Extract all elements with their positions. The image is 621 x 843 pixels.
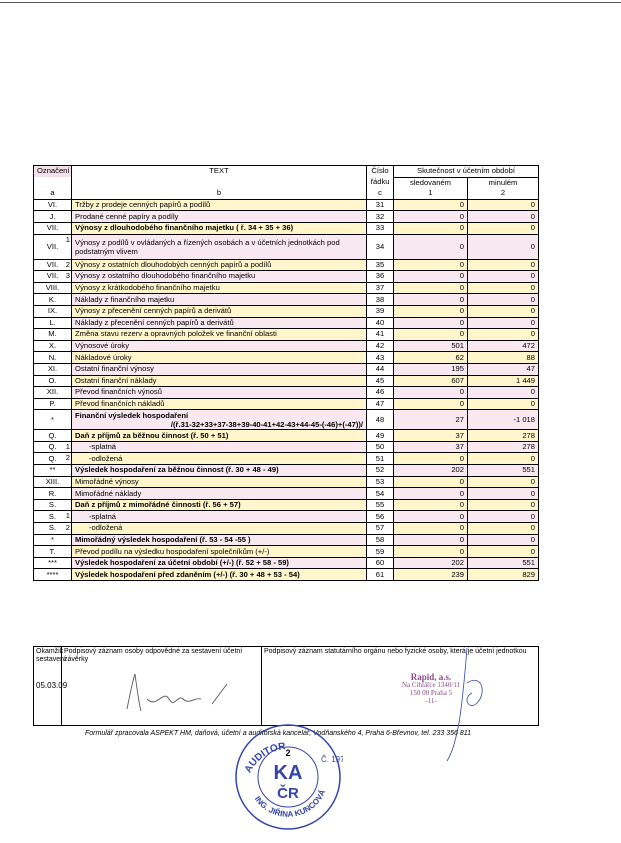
row-text: Výnosy z ostatních dlouhodobých cenných papírů a podílů [72, 259, 367, 271]
row-line: 39 [367, 305, 394, 317]
row-previous: 829 [468, 569, 539, 581]
row-text: Prodané cenné papíry a podíly [72, 211, 367, 223]
table-row [34, 329, 539, 341]
row-current: 0 [394, 523, 468, 535]
organ-cell [262, 647, 539, 726]
row-mark-label: T. [49, 546, 56, 556]
row-mark-label: S. [48, 511, 57, 521]
row-mark [34, 430, 72, 442]
table-row [34, 271, 539, 283]
row-previous: 88 [468, 352, 539, 364]
row-current: 0 [394, 317, 468, 329]
row-line: 46 [367, 387, 394, 399]
row-current: 0 [394, 271, 468, 283]
row-current: 195 [394, 363, 468, 375]
row-mark-label: S. [48, 500, 57, 510]
stamp-ring-bottom: ING. JIŘINA KUNCOVÁ [252, 788, 328, 819]
row-mark [34, 199, 72, 211]
row-text-line1: Finanční výsledek hospodaření [75, 410, 189, 420]
row-line: 59 [367, 546, 394, 558]
row-mark-label: VII. [46, 271, 59, 281]
row-line: 44 [367, 363, 394, 375]
row-line: 40 [367, 317, 394, 329]
row-current: 0 [394, 305, 468, 317]
row-current: 0 [394, 294, 468, 306]
row-text: Mimořádný výsledek hospodaření (ř. 53 - 54 -55 ) [72, 534, 367, 546]
moment-cell [34, 647, 68, 726]
row-line: 37 [367, 282, 394, 294]
row-mark-sub: 2 [65, 259, 70, 269]
row-text: Daň z příjmů z mimořádné činnosti (ř. 56 + 57) [72, 499, 367, 511]
row-mark [34, 499, 72, 511]
row-line: 55 [367, 499, 394, 511]
table-row [34, 476, 539, 488]
row-current: 607 [394, 375, 468, 387]
table-row [34, 546, 539, 558]
row-previous: 0 [468, 329, 539, 341]
row-line: 54 [367, 488, 394, 500]
row-previous: 278 [468, 430, 539, 442]
row-current: 62 [394, 352, 468, 364]
row-line: 56 [367, 511, 394, 523]
row-mark-label: J. [49, 211, 56, 221]
row-current: 0 [394, 387, 468, 399]
row-text-label: -splatná [89, 442, 117, 452]
row-current: 0 [394, 453, 468, 465]
date-value: 05.03.09 [36, 681, 68, 690]
row-current: 0 [394, 259, 468, 271]
row-line: 38 [367, 294, 394, 306]
table-row [34, 259, 539, 271]
row-previous: 0 [468, 294, 539, 306]
row-text: Převod podílu na výsledku hospodaření společníkům (+/-) [72, 546, 367, 558]
row-current: 37 [394, 441, 468, 453]
stamp-number: 2 [285, 748, 291, 758]
row-mark-label: X. [48, 341, 57, 351]
row-text: Daň z příjmů za běžnou činnost (ř. 50 + 51) [72, 430, 367, 442]
row-line: 52 [367, 465, 394, 477]
financial-results-table [33, 165, 539, 581]
table-row [34, 453, 539, 465]
signature-scribble-1 [117, 669, 237, 719]
table-row [34, 499, 539, 511]
table-row [34, 441, 539, 453]
row-text-label: -odložená [89, 453, 123, 463]
row-previous: 0 [468, 271, 539, 283]
row-line: 31 [367, 199, 394, 211]
row-text: Převod finančních výnosů [72, 387, 367, 399]
col-header-line: Číslo [367, 166, 394, 178]
row-current: 202 [394, 465, 468, 477]
row-mark-label: ** [49, 465, 56, 475]
row-text: Tržby z prodeje cenných papírů a podílů [72, 199, 367, 211]
row-text: Nákladové úroky [72, 352, 367, 364]
row-mark-label: IX. [47, 306, 58, 316]
row-mark [34, 234, 72, 259]
row-text-label: -odložená [89, 523, 123, 533]
row-line: 57 [367, 523, 394, 535]
row-current: 0 [394, 282, 468, 294]
row-previous: 0 [468, 546, 539, 558]
col-header-mark: Označení [34, 166, 72, 178]
row-previous: 0 [468, 234, 539, 259]
row-mark-sub: 2 [65, 453, 70, 463]
stamp-company: Rapid, a.s. [410, 672, 452, 682]
row-previous: 0 [468, 523, 539, 535]
row-mark [34, 569, 72, 581]
col-index-1: 1 [394, 188, 468, 199]
col-header-period: Skutečnost v účetním období [394, 166, 539, 178]
row-text: Výsledek hospodaření za účetní období (+/-) (ř. 52 + 58 - 59) [72, 557, 367, 569]
row-mark-label: * [51, 414, 54, 424]
row-text [72, 453, 367, 465]
row-current: 0 [394, 211, 468, 223]
row-previous: 0 [468, 511, 539, 523]
stamp-addr3: -11- [425, 697, 437, 705]
row-previous: 47 [468, 363, 539, 375]
table-row [34, 222, 539, 234]
table-row [34, 199, 539, 211]
table-row [34, 488, 539, 500]
col-letter-a: a [34, 188, 72, 199]
row-line: 41 [367, 329, 394, 341]
row-current: 0 [394, 476, 468, 488]
row-current: 0 [394, 499, 468, 511]
row-mark-label: O. [48, 375, 57, 385]
row-previous: 1 449 [468, 375, 539, 387]
organ-label: Podpisový záznam statutárního orgánu nebo fyzické osoby, která je účetní jednotkou [264, 648, 527, 655]
footer-note: Formulář zpracovala ASPEKT HM, daňová, účetní a auditorská kancelář, Vodňanského 4, Praha 6-Břevnov, tel. 233 356 811 [85, 730, 471, 737]
row-text: Převod finančních nákladů [72, 398, 367, 410]
row-line: 51 [367, 453, 394, 465]
row-current: 0 [394, 222, 468, 234]
col-letter-c: c [367, 188, 394, 199]
row-mark-label: VIII. [45, 283, 60, 293]
row-text: Náklady z finančního majetku [72, 294, 367, 306]
col-header-previous: minulém [468, 177, 539, 188]
row-mark [34, 222, 72, 234]
row-text: Změna stavu rezerv a opravných položek ve finanční oblasti [72, 329, 367, 341]
row-mark-label: VII. [46, 259, 59, 269]
row-previous: 0 [468, 199, 539, 211]
table-row [34, 387, 539, 399]
row-previous: 0 [468, 317, 539, 329]
row-line: 61 [367, 569, 394, 581]
person-cell [62, 647, 262, 726]
row-current: 239 [394, 569, 468, 581]
col-header-line-sub: řádku [367, 177, 394, 188]
row-mark-label: Q. [48, 442, 57, 452]
table-row [34, 294, 539, 306]
row-previous: 0 [468, 499, 539, 511]
table-row [34, 557, 539, 569]
row-mark [34, 511, 72, 523]
row-current: 0 [394, 234, 468, 259]
row-text-label: -splatná [89, 511, 117, 521]
table-row [34, 430, 539, 442]
row-mark [34, 453, 72, 465]
row-line: 43 [367, 352, 394, 364]
row-mark-label: **** [46, 569, 59, 579]
row-text: Výnosové úroky [72, 340, 367, 352]
row-previous: 0 [468, 305, 539, 317]
row-line: 58 [367, 534, 394, 546]
row-mark [34, 352, 72, 364]
row-text [72, 511, 367, 523]
row-text [72, 441, 367, 453]
row-text: Výnosy z ostatního dlouhodobého finančního majetku [72, 271, 367, 283]
row-mark [34, 259, 72, 271]
row-mark-sub: 3 [65, 271, 70, 281]
row-current: 27 [394, 410, 468, 430]
row-mark-label: VII. [46, 241, 59, 251]
row-previous: 0 [468, 476, 539, 488]
table-row [34, 282, 539, 294]
stamp-center1: KA [273, 762, 303, 784]
row-mark [34, 294, 72, 306]
row-line: 35 [367, 259, 394, 271]
row-mark-label: XI. [47, 364, 58, 374]
row-previous: 551 [468, 465, 539, 477]
signature-scribble-2 [437, 643, 517, 763]
row-mark-label: VII. [46, 223, 59, 233]
row-current: 0 [394, 511, 468, 523]
row-text: Výsledek hospodaření za běžnou činnost (ř. 30 + 48 - 49) [72, 465, 367, 477]
row-line: 48 [367, 410, 394, 430]
row-text [72, 410, 367, 430]
row-line: 32 [367, 211, 394, 223]
top-rule [0, 2, 621, 3]
stamp-ring-top: AUDITOR [242, 741, 287, 775]
row-previous: 551 [468, 557, 539, 569]
signature-table [33, 646, 539, 726]
row-mark [34, 488, 72, 500]
row-mark-sub: 1 [65, 441, 70, 451]
col-header-current: sledovaném [394, 177, 468, 188]
row-mark [34, 387, 72, 399]
stamp-ring-right: Č. 197 [321, 755, 343, 764]
row-line: 34 [367, 234, 394, 259]
row-text: Ostatní finanční náklady [72, 375, 367, 387]
stamp-center2: ČR [277, 785, 299, 802]
row-mark [34, 476, 72, 488]
row-line: 42 [367, 340, 394, 352]
stamp-addr1: Na Cihlářce 1340/11 [402, 681, 461, 689]
row-mark-label: R. [48, 488, 57, 498]
row-mark-label: M. [48, 329, 57, 339]
row-previous: 0 [468, 259, 539, 271]
row-current: 0 [394, 546, 468, 558]
row-mark [34, 398, 72, 410]
table-row [34, 511, 539, 523]
table-row [34, 375, 539, 387]
row-line: 36 [367, 271, 394, 283]
row-current: 0 [394, 199, 468, 211]
row-previous: 0 [468, 488, 539, 500]
row-line: 53 [367, 476, 394, 488]
row-previous: 0 [468, 398, 539, 410]
row-text: Výnosy z přecenění cenných papírů a derivátů [72, 305, 367, 317]
table-row [34, 317, 539, 329]
table-row [34, 398, 539, 410]
row-previous: 472 [468, 340, 539, 352]
row-mark [34, 329, 72, 341]
person-label: Podpisový záznam osoby odpovědné za sestavení účetní závěrky [64, 648, 243, 663]
row-previous: 0 [468, 387, 539, 399]
auditor-stamp [233, 722, 343, 832]
table-row [34, 352, 539, 364]
row-current: 202 [394, 557, 468, 569]
row-mark [34, 534, 72, 546]
row-mark [34, 211, 72, 223]
row-mark-label: P. [49, 398, 56, 408]
row-text [72, 523, 367, 535]
row-mark-label: * [51, 534, 54, 544]
row-previous: 0 [468, 534, 539, 546]
col-header-text: TEXT [72, 166, 367, 178]
row-mark [34, 305, 72, 317]
row-mark-label: XII. [46, 387, 59, 397]
row-mark-label: S. [48, 523, 57, 533]
col-letter-b: b [72, 188, 367, 199]
row-current: 37 [394, 430, 468, 442]
row-mark [34, 271, 72, 283]
row-text: Náklady z přecenění cenných papírů a derivátů [72, 317, 367, 329]
row-mark-label: *** [48, 558, 57, 568]
row-mark [34, 557, 72, 569]
row-current: 0 [394, 534, 468, 546]
row-mark-label: K. [48, 294, 57, 304]
row-mark [34, 317, 72, 329]
row-text: Ostatní finanční výnosy [72, 363, 367, 375]
row-line: 50 [367, 441, 394, 453]
row-line: 45 [367, 375, 394, 387]
row-text: Výnosy z podílů v ovládaných a řízených osobách a v účetních jednotkách pod podstatným vlivem [72, 234, 367, 259]
row-mark [34, 465, 72, 477]
row-mark-label: L. [49, 317, 56, 327]
table-row [34, 363, 539, 375]
row-previous: 0 [468, 211, 539, 223]
row-line: 60 [367, 557, 394, 569]
row-previous: 278 [468, 441, 539, 453]
row-mark-label: VI. [47, 200, 58, 210]
row-previous: 0 [468, 453, 539, 465]
stamp-addr2: 150 00 Praha 5 [409, 689, 453, 697]
table-row [34, 534, 539, 546]
table-row [34, 305, 539, 317]
row-current: 0 [394, 488, 468, 500]
row-line: 49 [367, 430, 394, 442]
row-mark-sub: 1 [65, 234, 70, 244]
row-line: 47 [367, 398, 394, 410]
table-row [34, 340, 539, 352]
row-mark [34, 410, 72, 430]
table-row [34, 234, 539, 259]
row-mark [34, 523, 72, 535]
row-text: Výsledek hospodaření před zdaněním (+/-) (ř. 30 + 48 + 53 - 54) [72, 569, 367, 581]
row-previous: 0 [468, 282, 539, 294]
table-row [34, 523, 539, 535]
row-previous: -1 018 [468, 410, 539, 430]
row-text: Výnosy z dlouhodobého finančního majetku ( ř. 34 + 35 + 36) [72, 222, 367, 234]
row-current: 0 [394, 398, 468, 410]
table-row [34, 211, 539, 223]
row-mark [34, 375, 72, 387]
row-line: 33 [367, 222, 394, 234]
table-row [34, 465, 539, 477]
row-mark-sub: 2 [65, 523, 70, 533]
row-mark-label: N. [48, 352, 57, 362]
row-text: Mimořádné náklady [72, 488, 367, 500]
row-text: Výnosy z krátkodobého finančního majetku [72, 282, 367, 294]
moment-label: Okamžik sestavení [36, 648, 66, 663]
row-mark-label: XIII. [45, 476, 60, 486]
row-current: 501 [394, 340, 468, 352]
col-index-2: 2 [468, 188, 539, 199]
row-text: Mimořádné výnosy [72, 476, 367, 488]
row-mark-label: Q. [48, 430, 57, 440]
row-mark-label: Q. [48, 453, 57, 463]
row-text-line2: /(ř.31-32+33+37-38+39-40-41+42-43+44-45-(-46)+(-47))/ [170, 419, 363, 429]
table-row [34, 410, 539, 430]
row-previous: 0 [468, 222, 539, 234]
table-row [34, 569, 539, 581]
row-mark [34, 282, 72, 294]
row-current: 0 [394, 329, 468, 341]
row-mark [34, 363, 72, 375]
row-mark [34, 546, 72, 558]
row-mark [34, 441, 72, 453]
row-mark [34, 340, 72, 352]
row-mark-sub: 1 [65, 511, 70, 521]
